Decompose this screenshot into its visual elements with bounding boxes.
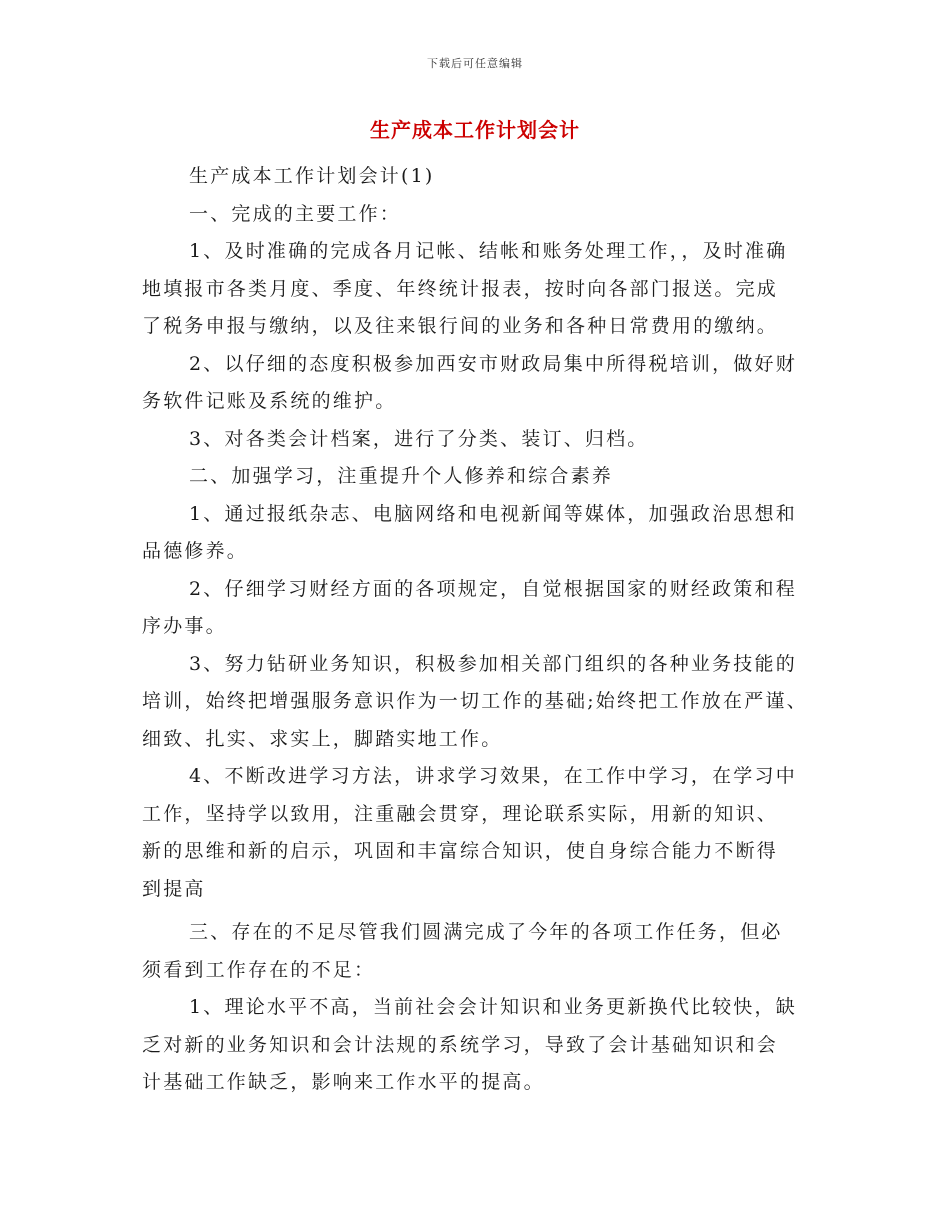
paragraph-line: 1、通过报纸杂志、电脑网络和电视新闻等媒体，加强政治思想和 — [189, 502, 797, 525]
paragraph-line: 3、努力钻研业务知识，积极参加相关部门组织的各种业务技能的 — [189, 652, 797, 675]
paragraph-line: 2、仔细学习财经方面的各项规定，自觉根据国家的财经政策和程 — [189, 577, 797, 600]
paragraph-line: 了税务申报与缴纳，以及往来银行间的业务和各种日常费用的缴纳。 — [142, 315, 779, 337]
paragraph-line: 序办事。 — [142, 615, 227, 637]
paragraph-line: 4、不断改进学习方法，讲求学习效果，在工作中学习，在学习中 — [189, 765, 797, 787]
paragraph-line: 到提高 — [142, 877, 206, 900]
paragraph-line: 一、完成的主要工作： — [189, 202, 402, 225]
paragraph-line: 工作，坚持学以致用，注重融会贯穿，理论联系实际，用新的知识、 — [142, 802, 779, 825]
paragraph-line: 地填报市各类月度、季度、年终统计报表，按时向各部门报送。完成 — [142, 277, 779, 300]
paragraph-line: 三、存在的不足尽管我们圆满完成了今年的各项工作任务，但必 — [189, 921, 783, 943]
paragraph-line: 生产成本工作计划会计(1) — [189, 165, 435, 187]
document-title: 生产成本工作计划会计 — [370, 118, 580, 142]
paragraph-line: 务软件记账及系统的维护。 — [142, 390, 397, 412]
paragraph-line: 3、对各类会计档案，进行了分类、装订、归档。 — [189, 427, 649, 450]
paragraph-line: 2、以仔细的态度积极参加西安市财政局集中所得税培训，做好财 — [189, 352, 797, 375]
paragraph-line: 须看到工作存在的不足： — [142, 958, 376, 981]
paragraph-line: 品德修养。 — [142, 540, 249, 562]
document-body — [142, 158, 814, 1102]
header-note: 下载后可任意编辑 — [427, 57, 523, 70]
paragraph-line: 乏对新的业务知识和会计法规的系统学习，导致了会计基础知识和会 — [142, 1033, 779, 1056]
paragraph-line: 细致、扎实、求实上，脚踏实地工作。 — [142, 727, 503, 750]
paragraph-line: 1、理论水平不高，当前社会会计知识和业务更新换代比较快，缺 — [189, 996, 797, 1018]
paragraph-line: 1、及时准确的完成各月记帐、结帐和账务处理工作，，及时准确 — [189, 240, 788, 262]
paragraph-line: 二、加强学习，注重提升个人修养和综合素养 — [189, 465, 614, 487]
paragraph-line: 新的思维和新的启示，巩固和丰富综合知识，使自身综合能力不断得 — [142, 840, 779, 862]
paragraph-line: 计基础工作缺乏，影响来工作水平的提高。 — [142, 1071, 545, 1093]
paragraph-line: 培训，始终把增强服务意识作为一切工作的基础;始终把工作放在严谨、 — [142, 690, 808, 712]
